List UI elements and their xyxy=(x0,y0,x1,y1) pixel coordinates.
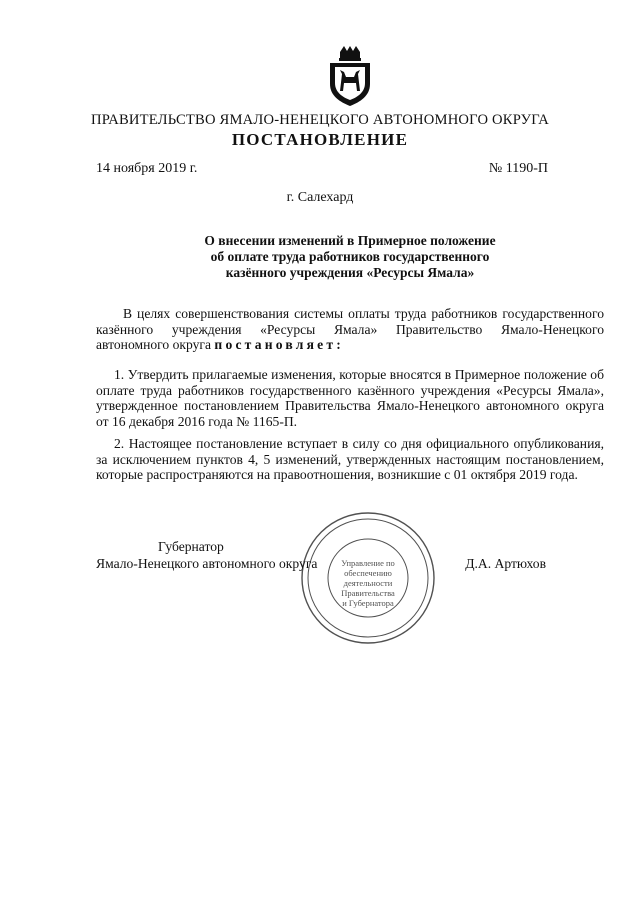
title-line: казённого учреждения «Ресурсы Ямала» xyxy=(225,265,475,280)
signatory-name: Д.А. Артюхов xyxy=(465,556,546,571)
svg-text:Правительства: Правительства xyxy=(341,588,395,598)
document-city: г. Салехард xyxy=(286,190,354,205)
item-1-paragraph: 1. Утвердить прилагаемые изменения, которые вносятся в Примерное положение об оплате труда работников государственного казённого учреждения «Ресурсы Ямала», утвержденное постановлением Правительства Ямало-Ненецкого автономного округа от 16 декабря 2016 года № 1165-П. xyxy=(96,367,604,429)
coat-of-arms-emblem xyxy=(327,46,373,106)
title-line: об оплате труда работников государственного xyxy=(210,249,490,264)
government-name: ПРАВИТЕЛЬСТВО ЯМАЛО-НЕНЕЦКОГО АВТОНОМНОГО ОКРУГА xyxy=(91,112,549,128)
document-title xyxy=(150,233,550,281)
document-type: ПОСТАНОВЛЕНИЕ xyxy=(231,130,409,149)
resolves-word: постановляет: xyxy=(214,337,344,353)
signatory-title: Губернатор xyxy=(158,539,224,554)
svg-text:деятельности: деятельности xyxy=(343,578,393,588)
svg-text:обеспечению: обеспечению xyxy=(344,568,392,578)
intro-text: В целях совершенствования системы оплаты труда работников государственного казённого учреждения «Ресурсы Ямала» Правительство Ямало-Ненецкого автономного округа xyxy=(96,306,604,353)
title-line: О внесении изменений в Примерное положение xyxy=(204,233,496,248)
document-number: № 1190-П xyxy=(488,161,548,176)
document-date: 14 ноября 2019 г. xyxy=(96,161,198,176)
svg-text:и Губернатора: и Губернатора xyxy=(342,598,394,608)
signatory-organization: Ямало-Ненецкого автономного округа xyxy=(96,556,318,571)
svg-text:Управление по: Управление по xyxy=(341,558,395,568)
intro-paragraph xyxy=(96,306,604,353)
official-seal-stamp xyxy=(300,511,436,645)
item-2-paragraph: 2. Настоящее постановление вступает в силу со дня официального опубликования, за исключением пунктов 4, 5 изменений, утвержденных настоящим постановлением, которые распространяются на правоотношения, возникшие с 01 октября 2019 года. xyxy=(96,436,604,483)
